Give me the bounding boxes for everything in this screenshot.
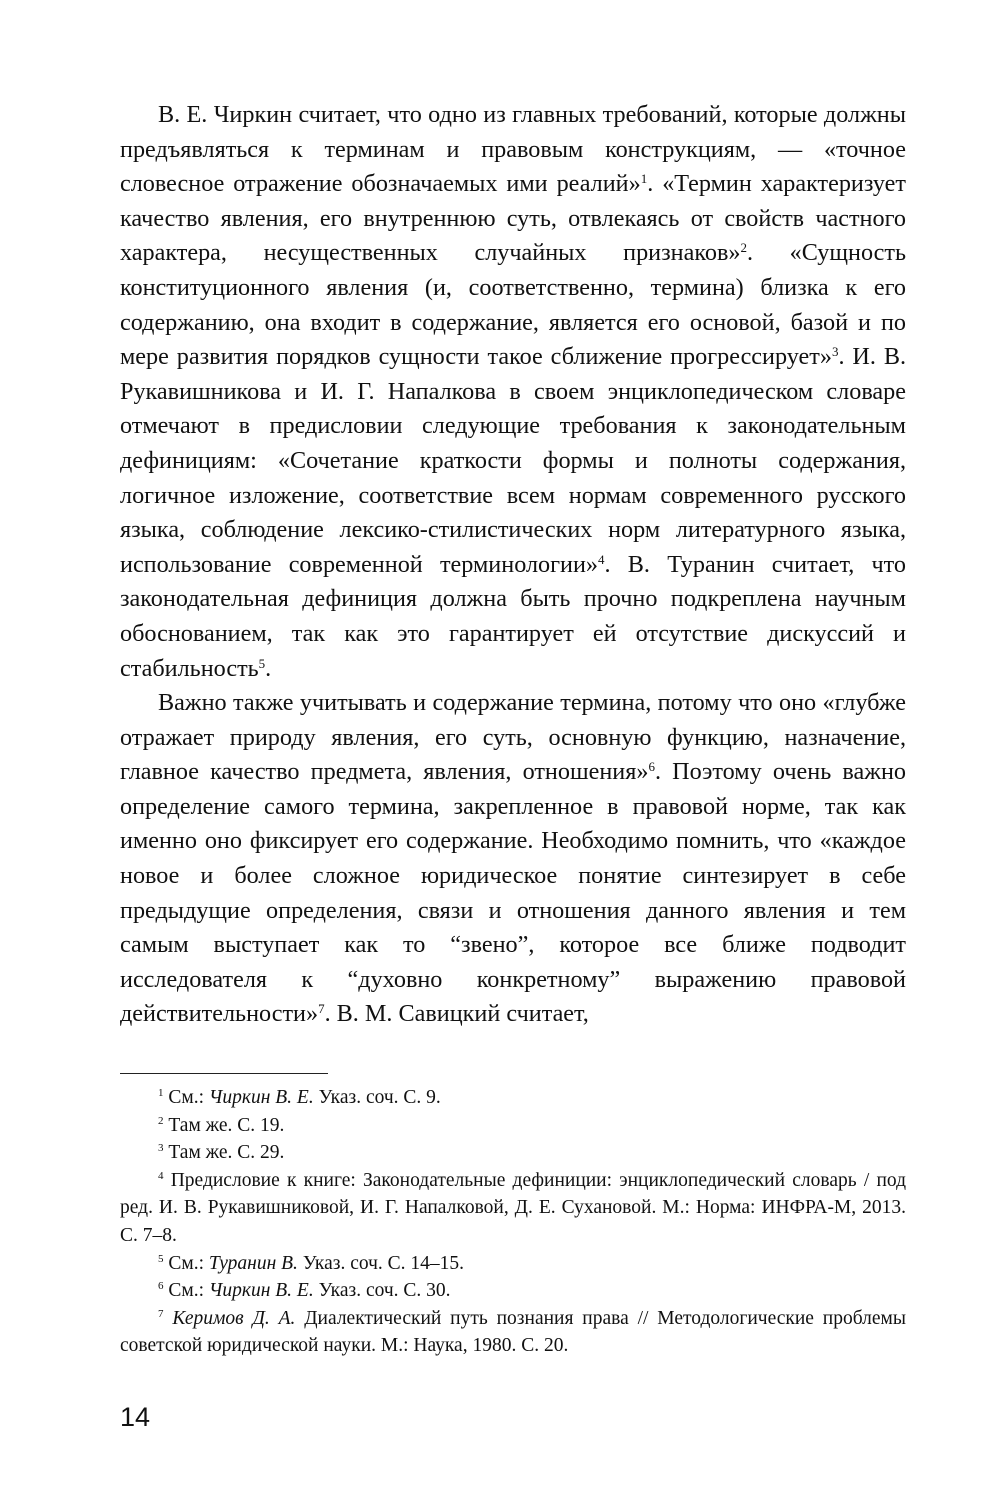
footnote-text: Предисловие к книге: Законодательные дефиниции: энциклопедический словарь / под ред. И. В. Рукавишниковой, И. Г. Напалковой, Д. Е. Сухановой. М.: Норма: ИНФРА-М, 2013. С. 7–8. xyxy=(120,1169,906,1246)
footnotes xyxy=(120,1084,906,1360)
footnote-ref: 6 xyxy=(648,759,655,775)
text-run: В. Е. Чиркин считает, что одно из главных требований, которые должны предъявляться к терминам и правовым конструкциям, — «точное словесное отражение обозначаемых ими реалий» xyxy=(120,101,906,198)
footnote-prefix: См.: xyxy=(168,1087,209,1108)
text-run: . «Термин характеризует качество явления, его внутреннюю суть, отвлекаясь от свойств частного характера, несущественных случайных признаков» xyxy=(120,170,906,267)
footnote xyxy=(120,1167,906,1250)
footnote-prefix: См.: xyxy=(168,1280,209,1302)
text-run: . В. Туранин считает, что законодательная дефиниция должна быть прочно подкреплена научным обоснованием, так как это гарантирует ей отсутствие дискуссий и стабильность xyxy=(120,550,906,682)
footnote xyxy=(120,1277,906,1305)
footnote xyxy=(120,1139,906,1167)
footnote-text: Указ. соч. С. 14–15. xyxy=(297,1252,465,1274)
footnote-text: Там же. С. 29. xyxy=(168,1142,285,1164)
paragraph-2 xyxy=(120,686,906,1032)
footnote-ref: 4 xyxy=(598,551,605,567)
text-run: . xyxy=(265,654,272,682)
footnote-ref: 5 xyxy=(258,655,266,671)
text-run: . В. М. Савицкий считает, xyxy=(324,1000,589,1028)
footnote-number: 1 xyxy=(158,1087,164,1100)
footnote-author: Чиркин В. Е. xyxy=(208,1280,314,1302)
footnote-ref: 7 xyxy=(318,1001,325,1017)
text-run: . Поэтому очень важно определение самого термина, закрепленное в правовой норме, так как именно оно фиксирует его содержание. Необходимо помнить, что «каждое новое и более сложное юридическое понятие синтезирует в себе предыдущие определения, связи и отношения данного явления и тем самым выступает как то “звено”, которое все ближе подводит исследователя к “духовно конкретному” выражению правовой действительности» xyxy=(120,758,906,1028)
footnote-ref: 2 xyxy=(740,240,747,256)
footnote-separator xyxy=(120,1073,328,1074)
footnote-number: 7 xyxy=(158,1307,164,1320)
footnote xyxy=(120,1305,906,1360)
page-number: 14 xyxy=(120,1402,151,1432)
footnote-number: 2 xyxy=(158,1114,164,1127)
text-run: . И. В. Рукавишникова и И. Г. Напалкова в своем энциклопедическом словаре отмечают в предисловии следующие требования к законодательным дефинициям: «Сочетание краткости формы и полноты содержания, логичное изложение, соответствие всем нормам современного русского языка, соблюдение лексико-стилистических норм литературного языка, использование современной терминологии» xyxy=(120,343,906,578)
footnote-author: Керимов Д. А. xyxy=(172,1307,296,1329)
footnote-text: Указ. соч. С. 30. xyxy=(313,1280,451,1302)
footnote-number: 5 xyxy=(158,1252,164,1265)
main-text xyxy=(120,98,906,1032)
footnote-ref: 3 xyxy=(831,344,839,360)
footnote-text: Указ. соч. С. 9. xyxy=(313,1087,441,1108)
footnote-author: Чиркин В. Е. xyxy=(208,1087,314,1108)
footnote-author: Туранин В. xyxy=(208,1252,298,1274)
footnote-text: Там же. С. 19. xyxy=(168,1114,285,1136)
footnote-number: 3 xyxy=(158,1142,164,1155)
footnote-number: 4 xyxy=(158,1169,164,1182)
paragraph-1 xyxy=(120,98,906,686)
footnote-number: 6 xyxy=(158,1280,164,1293)
footnote-prefix: См.: xyxy=(168,1252,209,1274)
footnote-ref: 1 xyxy=(640,171,648,187)
footnote xyxy=(120,1112,906,1140)
footnote xyxy=(120,1084,906,1112)
footnote xyxy=(120,1250,906,1278)
text-run: . «Сущность конституционного явления (и, соответственно, термина) близка к его содержанию, она входит в содержание, является его основой, базой и по мере развития порядков сущности такое сближение прогрессирует» xyxy=(120,239,906,371)
text-run: Важно также учитывать и содержание термина, потому что оно «глубже отражает природу явления, его суть, основную функцию, назначение, главное качество предмета, явления, отношения» xyxy=(120,689,906,786)
footnote-text: Диалектический путь познания права // Методологические проблемы советской юридической науки. М.: Наука, 1980. С. 20. xyxy=(120,1307,906,1357)
